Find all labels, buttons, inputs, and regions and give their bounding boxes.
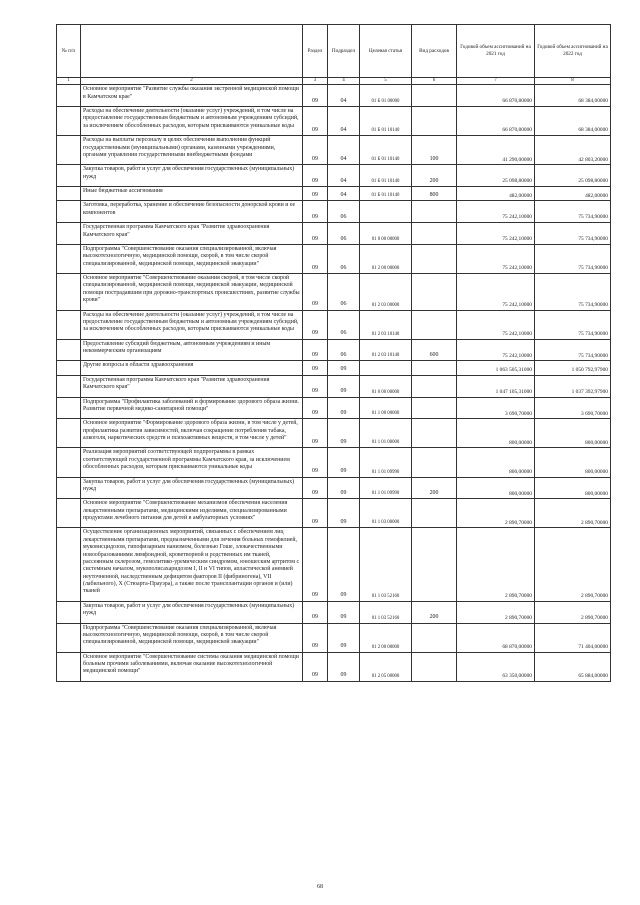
- row-amount-2022: 800,00000: [535, 419, 611, 448]
- row-amount-2022: 2 890,70000: [535, 499, 611, 528]
- table-row: [57, 107, 611, 136]
- row-number: [57, 361, 81, 375]
- row-name: Подпрограмма "Профилактика заболеваний и формирование здорового образа жизни. Развитие первичной медико-санитарной помощи": [81, 397, 303, 419]
- row-number: [57, 223, 81, 245]
- row-amount-2022: 71 404,00000: [535, 623, 611, 652]
- row-target-article: 01 2 05 00000: [360, 652, 412, 681]
- row-name: Реализация мероприятий соответствующей подпрограммы в рамках соответствующей государственной программы Камчатского края, за исключением обособленных расходов, которым присваиваются уникальные коды: [81, 448, 303, 477]
- row-podrazdel: 04: [328, 85, 360, 107]
- row-amount-2021: 3 690,70000: [457, 397, 535, 419]
- page-number: 68: [317, 884, 323, 890]
- row-number: [57, 652, 81, 681]
- table-row: [57, 165, 611, 187]
- row-amount-2021: 66 870,80000: [457, 107, 535, 136]
- row-podrazdel: 06: [328, 274, 360, 311]
- row-podrazdel: 04: [328, 165, 360, 187]
- row-expense-type: [412, 201, 457, 223]
- row-number: [57, 339, 81, 361]
- row-amount-2022: 75 734,90000: [535, 244, 611, 273]
- row-number: [57, 107, 81, 136]
- row-razdel: 09: [303, 448, 328, 477]
- header-name: [81, 25, 303, 78]
- row-target-article: 01 Б 01 10140: [360, 136, 412, 165]
- row-name: Заготовка, переработка, хранение и обеспечение безопасности донорской крови и ее компонентов: [81, 201, 303, 223]
- row-razdel: 09: [303, 165, 328, 187]
- row-amount-2021: 800,00000: [457, 448, 535, 477]
- row-podrazdel: 09: [328, 397, 360, 419]
- row-name: Другие вопросы в области здравоохранения: [81, 361, 303, 375]
- row-name: Государственная программа Камчатского края "Развитие здравоохранения Камчатского края": [81, 375, 303, 397]
- row-number: [57, 310, 81, 339]
- row-amount-2021: 75 242,10000: [457, 244, 535, 273]
- row-target-article: 01 1 00 00000: [360, 397, 412, 419]
- row-amount-2021: 68 870,00000: [457, 623, 535, 652]
- column-index: 7: [457, 78, 535, 85]
- row-razdel: 09: [303, 339, 328, 361]
- row-expense-type: 100: [412, 136, 457, 165]
- table-row: [57, 601, 611, 623]
- row-target-article: 01 1 03 00000: [360, 499, 412, 528]
- row-razdel: 09: [303, 201, 328, 223]
- row-target-article: 01 1 01 09990: [360, 477, 412, 499]
- row-number: [57, 528, 81, 601]
- row-target-article: 01 Б 01 10140: [360, 165, 412, 187]
- table-header-row: [57, 25, 611, 78]
- row-expense-type: [412, 244, 457, 273]
- column-index-row: [57, 78, 611, 85]
- row-name: Предоставление субсидий бюджетным, автономным учреждениям и иным некоммерческим организациям: [81, 339, 303, 361]
- row-target-article: [360, 201, 412, 223]
- row-number: [57, 165, 81, 187]
- column-index: 2: [81, 78, 303, 85]
- row-razdel: 09: [303, 601, 328, 623]
- row-number: [57, 499, 81, 528]
- row-number: [57, 375, 81, 397]
- row-podrazdel: 06: [328, 201, 360, 223]
- row-target-article: 01 2 03 10140: [360, 339, 412, 361]
- table-row: [57, 397, 611, 419]
- row-target-article: 01 2 00 00000: [360, 244, 412, 273]
- row-razdel: 09: [303, 419, 328, 448]
- row-target-article: 01 Б 01 10140: [360, 107, 412, 136]
- row-amount-2021: 75 242,10000: [457, 223, 535, 245]
- row-target-article: 01 1 01 00000: [360, 419, 412, 448]
- column-index: 5: [360, 78, 412, 85]
- row-name: Расходы на обеспечение деятельности (оказание услуг) учреждений, в том числе на предоставление государственным бюджетным и автономным учреждениям субсидий, за исключением обособленных расходов, которым присваиваются уникальные коды: [81, 310, 303, 339]
- row-amount-2022: 3 690,70000: [535, 397, 611, 419]
- table-row: [57, 499, 611, 528]
- row-podrazdel: 09: [328, 528, 360, 601]
- column-index: 3: [303, 78, 328, 85]
- row-amount-2021: 25 098,80000: [457, 165, 535, 187]
- row-podrazdel: 09: [328, 499, 360, 528]
- table-row: [57, 623, 611, 652]
- row-amount-2022: 25 098,80000: [535, 165, 611, 187]
- row-amount-2022: 2 890,70000: [535, 528, 611, 601]
- table-row: [57, 419, 611, 448]
- row-target-article: 01 2 03 00000: [360, 274, 412, 311]
- row-amount-2021: 2 890,70000: [457, 601, 535, 623]
- row-target-article: 01 2 03 10140: [360, 310, 412, 339]
- row-number: [57, 601, 81, 623]
- row-podrazdel: 06: [328, 223, 360, 245]
- row-expense-type: [412, 419, 457, 448]
- row-name: Основное мероприятие "Совершенствование механизмов обеспечения населения лекарственными препаратами, медицинскими изделиями, специализированными продуктами лечебного питания для детей в амбулаторных условиях": [81, 499, 303, 528]
- row-target-article: 01 1 03 52160: [360, 528, 412, 601]
- row-number: [57, 419, 81, 448]
- row-razdel: 09: [303, 652, 328, 681]
- row-amount-2021: 800,00000: [457, 477, 535, 499]
- row-podrazdel: 09: [328, 375, 360, 397]
- row-razdel: 09: [303, 623, 328, 652]
- row-name: Основное мероприятие "Совершенствование оказания скорой, в том числе скорой специализированной, медицинской помощи, медицинской эвакуации, медицинской помощи пострадавшим при дорожно-транспортных происшествиях, развитие службы крови": [81, 274, 303, 311]
- row-expense-type: [412, 623, 457, 652]
- row-amount-2022: 75 734,90000: [535, 201, 611, 223]
- row-amount-2021: 1 063 505,31000: [457, 361, 535, 375]
- table-row: [57, 136, 611, 165]
- row-amount-2022: 2 890,70000: [535, 601, 611, 623]
- table-row: [57, 85, 611, 107]
- budget-table-page: [56, 24, 610, 682]
- table-row: [57, 201, 611, 223]
- header-razdel: Раздел: [303, 25, 328, 78]
- row-expense-type: 600: [412, 339, 457, 361]
- row-number: [57, 136, 81, 165]
- row-razdel: 09: [303, 361, 328, 375]
- row-amount-2022: 42 803,20000: [535, 136, 611, 165]
- row-amount-2021: 75 242,10000: [457, 339, 535, 361]
- row-number: [57, 85, 81, 107]
- row-amount-2021: 482,00000: [457, 187, 535, 201]
- row-expense-type: [412, 85, 457, 107]
- row-amount-2022: 1 037 392,97900: [535, 375, 611, 397]
- row-name: Иные бюджетные ассигнования: [81, 187, 303, 201]
- table-row: [57, 187, 611, 201]
- row-number: [57, 244, 81, 273]
- row-razdel: 09: [303, 310, 328, 339]
- row-number: [57, 448, 81, 477]
- table-row: [57, 244, 611, 273]
- row-expense-type: [412, 107, 457, 136]
- row-name: Основное мероприятие "Формирование здорового образа жизни, в том числе у детей, профилактика развития зависимостей, включая сокращение потребления табака, алкоголя, наркотических средств и психоактивных веществ, в том числе у детей": [81, 419, 303, 448]
- table-row: [57, 448, 611, 477]
- header-target-article: Целевая статья: [360, 25, 412, 78]
- table-row: [57, 274, 611, 311]
- row-amount-2021: 2 890,70000: [457, 499, 535, 528]
- row-podrazdel: 06: [328, 339, 360, 361]
- row-podrazdel: 06: [328, 244, 360, 273]
- row-podrazdel: 09: [328, 652, 360, 681]
- row-name: Основное мероприятие "Развитие службы оказания экстренной медицинской помощи в Камчатском крае": [81, 85, 303, 107]
- row-podrazdel: 09: [328, 601, 360, 623]
- header-num: № п/п: [57, 25, 81, 78]
- row-amount-2022: 800,00000: [535, 448, 611, 477]
- row-razdel: 09: [303, 107, 328, 136]
- row-amount-2022: 65 884,00000: [535, 652, 611, 681]
- table-row: [57, 528, 611, 601]
- row-razdel: 09: [303, 244, 328, 273]
- row-amount-2021: 2 890,70000: [457, 528, 535, 601]
- table-row: [57, 223, 611, 245]
- row-amount-2022: 75 734,90000: [535, 310, 611, 339]
- row-amount-2022: 75 734,90000: [535, 274, 611, 311]
- column-index: 4: [328, 78, 360, 85]
- row-amount-2021: 800,00000: [457, 419, 535, 448]
- row-name: Закупка товаров, работ и услуг для обеспечения государственных (муниципальных) нужд: [81, 165, 303, 187]
- row-podrazdel: 09: [328, 419, 360, 448]
- row-expense-type: [412, 310, 457, 339]
- row-expense-type: [412, 528, 457, 601]
- header-2022: Годовой объем ассигнований на 2022 год: [535, 25, 611, 78]
- row-podrazdel: 04: [328, 107, 360, 136]
- row-expense-type: 200: [412, 477, 457, 499]
- row-amount-2022: 75 734,90000: [535, 223, 611, 245]
- row-podrazdel: 09: [328, 361, 360, 375]
- table-row: [57, 361, 611, 375]
- row-name: Закупка товаров, работ и услуг для обеспечения государственных (муниципальных) нужд: [81, 601, 303, 623]
- row-amount-2021: 41 290,00000: [457, 136, 535, 165]
- row-name: Основное мероприятие "Совершенствование системы оказания медицинской помощи больным прочими заболеваниями, включая оказание высокотехнологичной медицинской помощи": [81, 652, 303, 681]
- row-name: Закупка товаров, работ и услуг для обеспечения государственных (муниципальных) нужд: [81, 477, 303, 499]
- row-number: [57, 201, 81, 223]
- row-amount-2021: 75 242,10000: [457, 201, 535, 223]
- row-number: [57, 623, 81, 652]
- row-amount-2022: 1 050 792,97900: [535, 361, 611, 375]
- header-expense-type: Вид расходов: [412, 25, 457, 78]
- row-name: Осуществление организационных мероприятий, связанных с обеспечением лиц лекарственными препаратами, предназначенными для лечения больных гемофилией, муковисцидозом, гипофизарным нанизмом, болезнью Гоше, злокачественными новообразованиями лимфоидной, кроветворной и родственных им тканей, рассеянным склерозом, гемолитико-уремическим синдромом, юношеским артритом с системным началом, мукополисахаридозом I, II и VI типов, апластической анемией неуточненной, наследственным дефицитом факторов II (фибриногена), VII (лабильного), X (Стюарта-Прауэра), а также после трансплантации органов и (или) тканей: [81, 528, 303, 601]
- row-podrazdel: 06: [328, 310, 360, 339]
- row-amount-2022: 800,00000: [535, 477, 611, 499]
- row-expense-type: [412, 499, 457, 528]
- row-expense-type: [412, 223, 457, 245]
- row-razdel: 09: [303, 136, 328, 165]
- row-amount-2021: 75 242,10000: [457, 310, 535, 339]
- row-razdel: 09: [303, 477, 328, 499]
- row-amount-2021: 75 242,10000: [457, 274, 535, 311]
- row-podrazdel: 09: [328, 623, 360, 652]
- row-expense-type: [412, 375, 457, 397]
- row-name: Расходы на выплаты персоналу в целях обеспечения выполнения функций государственными (муниципальными) органами, казенными учреждениями, органами управления государственными внебюджетными фондами: [81, 136, 303, 165]
- row-target-article: 01 1 01 09990: [360, 448, 412, 477]
- row-podrazdel: 09: [328, 477, 360, 499]
- row-amount-2022: 75 734,90000: [535, 339, 611, 361]
- row-podrazdel: 04: [328, 136, 360, 165]
- row-expense-type: 200: [412, 165, 457, 187]
- row-target-article: [360, 361, 412, 375]
- budget-table: [56, 24, 611, 682]
- row-amount-2022: 68 384,00000: [535, 107, 611, 136]
- row-razdel: 09: [303, 528, 328, 601]
- column-index: 1: [57, 78, 81, 85]
- row-expense-type: [412, 361, 457, 375]
- row-razdel: 09: [303, 274, 328, 311]
- row-target-article: 01 Б 01 00000: [360, 85, 412, 107]
- table-row: [57, 339, 611, 361]
- header-2021: Годовой объем ассигнований на 2021 год: [457, 25, 535, 78]
- table-row: [57, 652, 611, 681]
- table-row: [57, 477, 611, 499]
- row-razdel: 09: [303, 85, 328, 107]
- row-razdel: 09: [303, 499, 328, 528]
- row-razdel: 09: [303, 187, 328, 201]
- row-amount-2021: 66 870,80000: [457, 85, 535, 107]
- row-amount-2021: 63 350,00000: [457, 652, 535, 681]
- row-name: Государственная программа Камчатского края "Развитие здравоохранения Камчатского края": [81, 223, 303, 245]
- column-index: 6: [412, 78, 457, 85]
- row-target-article: 01 2 00 00000: [360, 623, 412, 652]
- row-number: [57, 397, 81, 419]
- table-row: [57, 375, 611, 397]
- row-number: [57, 274, 81, 311]
- row-podrazdel: 09: [328, 448, 360, 477]
- row-expense-type: [412, 274, 457, 311]
- row-number: [57, 187, 81, 201]
- header-podrazdel: Подраздел: [328, 25, 360, 78]
- row-expense-type: [412, 652, 457, 681]
- row-expense-type: [412, 397, 457, 419]
- row-amount-2022: 68 384,00000: [535, 85, 611, 107]
- row-podrazdel: 04: [328, 187, 360, 201]
- row-name: Подпрограмма "Совершенствование оказания специализированной, включая высокотехнологичную, медицинской помощи, скорой, в том числе скорой специализированной, медицинской помощи, медицинской эвакуации": [81, 623, 303, 652]
- row-target-article: 01 Б 01 10140: [360, 187, 412, 201]
- row-amount-2022: 482,00000: [535, 187, 611, 201]
- row-target-article: 01 0 00 00000: [360, 375, 412, 397]
- row-target-article: 01 0 00 00000: [360, 223, 412, 245]
- row-target-article: 01 1 03 52160: [360, 601, 412, 623]
- row-razdel: 09: [303, 397, 328, 419]
- row-name: Расходы на обеспечение деятельности (оказание услуг) учреждений, в том числе на предоставление государственным бюджетным и автономным учреждениям субсидий, за исключением обособленных расходов, которым присваиваются уникальные коды: [81, 107, 303, 136]
- row-expense-type: 200: [412, 601, 457, 623]
- row-razdel: 09: [303, 223, 328, 245]
- row-razdel: 09: [303, 375, 328, 397]
- column-index: 8: [535, 78, 611, 85]
- table-row: [57, 310, 611, 339]
- row-expense-type: [412, 448, 457, 477]
- row-number: [57, 477, 81, 499]
- row-amount-2021: 1 047 105,31000: [457, 375, 535, 397]
- row-expense-type: 800: [412, 187, 457, 201]
- row-name: Подпрограмма "Совершенствование оказания специализированной, включая высокотехнологичную, медицинской помощи, скорой, в том числе скорой специализированной, медицинской помощи, медицинской эвакуации": [81, 244, 303, 273]
